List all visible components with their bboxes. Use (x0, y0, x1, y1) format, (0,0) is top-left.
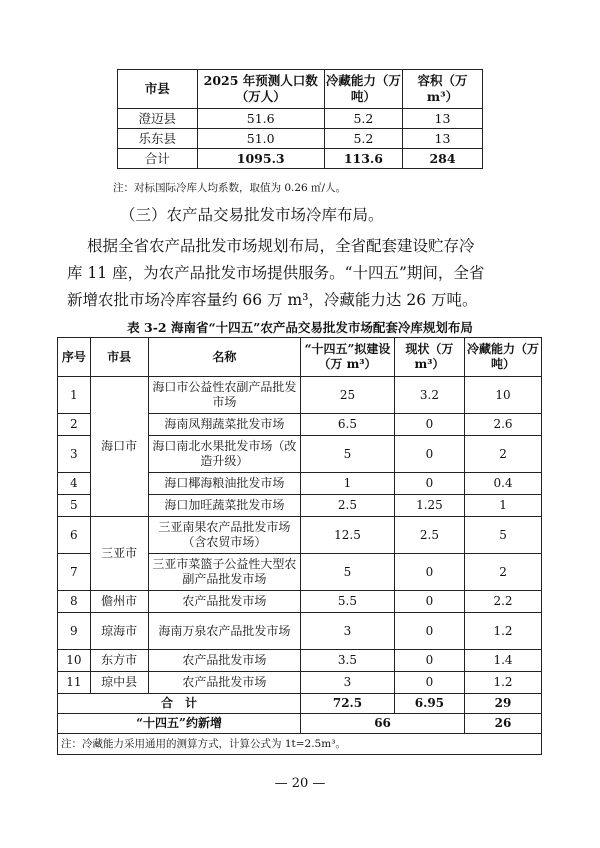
cell-status: 0 (394, 672, 464, 694)
table-row (58, 377, 542, 414)
header-county: 市县 (90, 338, 148, 377)
page-number: — 20 — (274, 776, 326, 791)
cell: 1095.3 (197, 149, 324, 169)
cell-plan: 3.5 (301, 650, 395, 672)
table-row (58, 672, 542, 694)
cell-capacity: 5 (465, 517, 542, 554)
body-paragraph (67, 233, 519, 314)
cell: 澄迈县 (118, 109, 198, 129)
cell-no: 6 (58, 517, 91, 554)
cell-status: 0 (394, 650, 464, 672)
cell-status: 1.25 (394, 495, 464, 517)
cell: 13 (403, 109, 483, 129)
cell-name: 海口南北水果批发市场（改造升级） (148, 436, 300, 473)
cell-status: 0 (394, 554, 464, 591)
cell-status: 3.2 (394, 377, 464, 414)
cell-name: 三亚南果农产品批发市场（含农贸市场） (148, 517, 300, 554)
header-population: 2025 年预测人口数（万人） (197, 70, 324, 109)
cell-status: 0 (394, 436, 464, 473)
cell-no: 1 (58, 377, 91, 414)
cell-capacity: 0.4 (465, 473, 542, 495)
cell: 5.2 (324, 109, 402, 129)
cell: 51.6 (197, 109, 324, 129)
cell-county: 儋州市 (90, 591, 148, 613)
cell-capacity: 1.2 (465, 672, 542, 694)
new-added-capacity: 26 (465, 714, 542, 734)
header-volume: 容积（万 m³） (403, 70, 483, 109)
cell-name: 三亚市菜篮子公益性大型农副产品批发市场 (148, 554, 300, 591)
cell-capacity: 2.6 (465, 414, 542, 436)
total-row (118, 149, 483, 169)
table-row (118, 129, 483, 149)
table-row (58, 517, 542, 554)
header-capacity: 冷藏能力（万吨） (465, 338, 542, 377)
table-note: 注：冷藏能力采用通用的测算方式，计算公式为 1t=2.5m³。 (58, 734, 542, 755)
cell-plan: 5 (301, 554, 395, 591)
table-header-row (58, 338, 542, 377)
cell-no: 3 (58, 436, 91, 473)
cell-status: 0 (394, 414, 464, 436)
cell-plan: 3 (301, 613, 395, 650)
note-row (58, 734, 542, 755)
table-row (58, 613, 542, 650)
table-caption: 表 3-2 海南省“十四五”农产品交易批发市场配套冷库规划布局 (127, 320, 473, 335)
total-capacity: 29 (465, 694, 542, 714)
section-subheading: （三）农产品交易批发市场冷库布局。 (120, 206, 384, 224)
cell: 5.2 (324, 129, 402, 149)
cell-plan: 2.5 (301, 495, 395, 517)
cell-no: 7 (58, 554, 91, 591)
cell-capacity: 2 (465, 554, 542, 591)
cell: 113.6 (324, 149, 402, 169)
cell-county: 东方市 (90, 650, 148, 672)
cell: 乐东县 (118, 129, 198, 149)
cell-county: 琼中县 (90, 672, 148, 694)
new-added-label: “十四五”约新增 (58, 714, 301, 734)
header-capacity: 冷藏能力（万吨） (324, 70, 402, 109)
cell-name: 海南凤翔蔬菜批发市场 (148, 414, 300, 436)
paragraph-line: 根据全省农产品批发市场规划布局，全省配套建设贮存冷 (87, 237, 475, 255)
table-row (58, 591, 542, 613)
cell: 284 (403, 149, 483, 169)
cell-plan: 6.5 (301, 414, 395, 436)
cell-capacity: 1.4 (465, 650, 542, 672)
cell-plan: 12.5 (301, 517, 395, 554)
total-row (58, 694, 542, 714)
table-header-row (118, 70, 483, 109)
cell-capacity: 1.2 (465, 613, 542, 650)
table-row (58, 650, 542, 672)
cell-capacity: 2.2 (465, 591, 542, 613)
header-no: 序号 (58, 338, 91, 377)
cell-no: 8 (58, 591, 91, 613)
cell-plan: 5.5 (301, 591, 395, 613)
cell-no: 2 (58, 414, 91, 436)
market-cold-storage-table (57, 337, 542, 755)
header-plan: “十四五”拟建设（万 m³） (301, 338, 395, 377)
cell-name: 农产品批发市场 (148, 591, 300, 613)
cell: 51.0 (197, 129, 324, 149)
cell-name: 海口加旺蔬菜批发市场 (148, 495, 300, 517)
cell-county: 三亚市 (90, 517, 148, 591)
cell-no: 10 (58, 650, 91, 672)
cell-no: 9 (58, 613, 91, 650)
cell-no: 11 (58, 672, 91, 694)
cell-capacity: 1 (465, 495, 542, 517)
header-status: 现状（万 m³） (394, 338, 464, 377)
header-county: 市县 (118, 70, 198, 109)
cell-capacity: 10 (465, 377, 542, 414)
cell-plan: 3 (301, 672, 395, 694)
cell-name: 农产品批发市场 (148, 672, 300, 694)
cell-name: 海南万泉农产品批发市场 (148, 613, 300, 650)
cell-no: 4 (58, 473, 91, 495)
paragraph-line: 新增农批市场冷库容量约 66 万 m³，冷藏能力达 26 万吨。 (67, 291, 478, 309)
cell-no: 5 (58, 495, 91, 517)
cell-county: 海口市 (90, 377, 148, 517)
total-label: 合 计 (58, 694, 301, 714)
cell: 13 (403, 129, 483, 149)
cell-name: 海口市公益性农副产品批发市场 (148, 377, 300, 414)
new-added-plan: 66 (301, 714, 465, 734)
new-added-row (58, 714, 542, 734)
table-row (118, 109, 483, 129)
table-note: 注：对标国际冷库人均系数，取值为 0.26 ㎥/人。 (113, 182, 347, 194)
total-plan: 72.5 (301, 694, 395, 714)
cell-status: 0 (394, 591, 464, 613)
total-status: 6.95 (394, 694, 464, 714)
cell: 合计 (118, 149, 198, 169)
cell-plan: 1 (301, 473, 395, 495)
cell-name: 农产品批发市场 (148, 650, 300, 672)
cell-status: 2.5 (394, 517, 464, 554)
cell-status: 0 (394, 613, 464, 650)
cell-county: 琼海市 (90, 613, 148, 650)
cell-capacity: 2 (465, 436, 542, 473)
paragraph-line: 库 11 座，为农产品批发市场提供服务。“十四五”期间，全省 (67, 264, 485, 282)
cell-plan: 5 (301, 436, 395, 473)
cell-status: 0 (394, 473, 464, 495)
cell-plan: 25 (301, 377, 395, 414)
header-name: 名称 (148, 338, 300, 377)
population-table (117, 69, 483, 169)
cell-name: 海口椰海粮油批发市场 (148, 473, 300, 495)
